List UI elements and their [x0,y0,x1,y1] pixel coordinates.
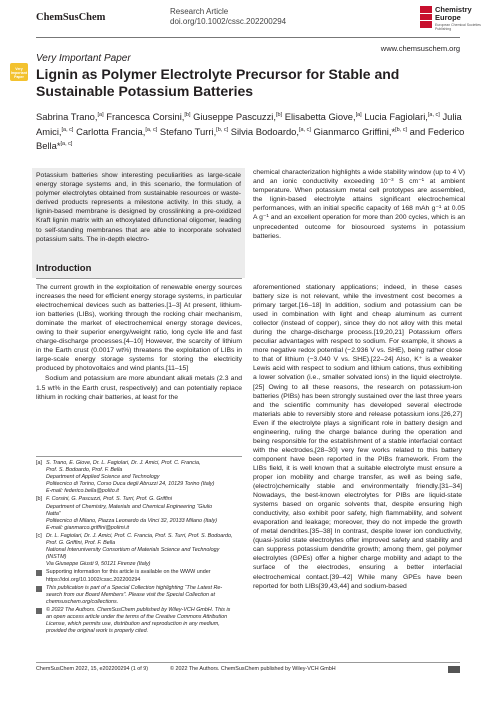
footnote-item [36,460,242,495]
introduction-heading: Introduction [36,263,92,274]
author-name: Lucia Fagiolari, [364,111,428,123]
section-label: Very Important Paper [36,53,131,64]
footnote-mark: [b] [36,496,42,503]
author-affiliation: [a] [355,112,362,118]
header-divider [36,37,460,38]
footer-divider [36,662,460,663]
footnote-line: (INSTM) [46,554,67,561]
info-icon [36,608,42,614]
footnote-line: Natta” [46,510,61,517]
author-name: Carlotta Francia, [76,125,146,137]
footnote-item [36,533,242,568]
author-name: Elisabetta Giove, [284,111,356,123]
author-affiliation: [b, c] [395,126,408,133]
info-icon [36,586,42,592]
author-affiliation: [b, c] [216,126,229,133]
author-affiliation: [b] [275,112,283,118]
footnote-line: chemsuschem.org/collections. [46,598,119,605]
footnote-line: Via Giuseppe Giusti 9, 50121 Firenze (Italy) [46,561,151,568]
author-name: and Federico Bella* [36,125,465,152]
abstract-right: chemical characterization highlights a wide stability window (up to 4 V) and an ionic conductivity exceeding 10⁻³ S cm⁻¹ at ambient temperature. When potassium metal cell prototypes are assembled, the lignin-based electrolyte attains significant electrochemical performances, with an initial specific capacity of 168 mAh g⁻¹ at 0.05 A g⁻¹ and an excellent operation for more than 200 cycles, which is an unprecedented outcome for biosourced systems in potassium batteries. [253,169,465,240]
footnote-line: License, which permits use, distribution and reproduction in any medium, [46,621,220,628]
article-meta [170,7,286,27]
wiley-logo [448,666,460,675]
footnote-line: Supporting information for this article is available on the WWW under [46,569,211,576]
footnotes-divider [36,456,242,457]
author-affiliation: [a] [97,112,104,118]
footnote-line: an open access article under the terms of the Creative Commons Attribution [46,613,228,620]
footer-copyright: © 2022 The Authors. ChemSusChem published by Wiley-VCH GmbH [170,666,336,672]
footnote-mark: [a] [36,460,42,466]
author-list [36,109,466,153]
logo-title-line-2: Europe [435,13,461,22]
author-affiliation: [a, c] [145,126,158,133]
footnotes [36,460,242,636]
abstract-left: Potassium batteries show interesting peculiarities as large-scale energy storage systems and, in this scenario, the formulation of polymer electrolytes obtained from sustainable resources or waste-derived products represents a milestone activity. In this study, a lignin-based membrane is designed by crosslinking a pre-oxidized Kraft lignin matrix with an ethoxylated difunctional oligomer, leading to self-standing membranes that are able to incorporate solvated potassium salts. The in-depth electro- [32,168,245,278]
footnote-line: © 2022 The Authors. ChemSusChem published by Wiley-VCH GmbH. This is [46,606,231,613]
author-affiliation: [a, c] [427,112,440,118]
page-header [0,0,496,38]
article-doi-link[interactable]: doi.org/10.1002/cssc.202200294 [170,17,287,26]
footnote-line: E-mail: gianmarco.griffini@polimi.it [46,524,130,531]
footnote-line: Prof. G. Griffini, Prof. F. Bella [46,540,116,547]
author-name: Gianmarco Griffini,* [313,125,396,137]
footnote-line: National Interuniversity Consortium of Materials Science and Technology [46,547,220,554]
chemistry-europe-logo [420,4,492,34]
footnote-mark: [c] [36,532,42,539]
article-type: Research Article [170,7,229,16]
author-affiliation: [a, c] [298,126,311,133]
footnote-item [36,607,242,635]
journal-website-link[interactable]: www.chemsuschem.org [380,44,460,53]
author-name: Sabrina Trano, [36,111,98,123]
paragraph: The current growth in the exploitation of renewable energy sources increases the need for efficient energy storage systems, in particular electrochemical devices such as batteries.[1–3] At present, lithium-ion batteries (LIBs), working through the rocking chair mechanism, dominate the market of electrochemical energy storage devices, owing to their superior energy/weight ratio, long cycle life and fast charge-discharge processes.[4–10] However, the scarcity of lithium in the Earth crust (0.0017 wt%) threatens the exploitation of LIBs in large-scale energy storage systems for storing the electricity produced by photovoltaics and wind plants.[11–15] [36,284,242,373]
logo-title [435,6,472,22]
author-name: Silvia Bodoardo, [230,125,299,137]
paragraph: Sodium and potassium are more abundant alkali metals (2.3 and 1.5 wt% in the Earth crust, respectively) and can potentially replace lithium in rocking chair batteries, at least for the [36,375,242,401]
body-column-right [253,283,462,591]
author-affiliation: [a, c] [60,141,73,148]
article-title: Lignin as Polymer Electrolyte Precursor for Stable and Sustainable Potassium Batteries [36,66,400,99]
info-icon [36,570,42,576]
author-name: Stefano Turri, [159,125,217,137]
body-column-left [36,283,242,402]
paragraph: aforementioned stationary applications; indeed, in these cases battery size is not relevant, while the investment cost becomes a primary target.[16–18] In addition, sodium and potassium can be used in combination with light and cheap aluminum as current collector (instead of copper), since they do not alloy with this metal during the charge-discharge process.[19,20,21] Potassium offers peculiar advantages with respect to sodium. For example, it shows a more negative redox potential (−2.936 V vs. SHE), being rather close to that of lithium (−3.040 V vs. SHE).[22–24] Also, K⁺ is a weaker Lewis acid with respect to sodium and lithium cations, thus exhibiting a lower solvation (i.e., smaller solvated ions) in the liquid electrolyte.[25] Owing to all these reasons, the research on potassium-ion batteries (PIBs) has been strongly sustained over the last three years and the scientific community has developed several electrode materials able to reversibly store and release potassium ions.[26,27] Even if the electrolyte plays a significant role in battery design and engineering, ruling the charge balance during the operation and being responsible for the establishment of a stable interfacial contact with the electrodes,[28–30] very few works related to this battery component have been reported in the PIBs framework. From the LIBs field, it is well known that a suitable electrolyte must ensure a proper ion mobility and charge transfer, as well as being safe, (electro)chemically stable and environmentally friendly.[31–34] Nowadays, the best-known electrolytes for PIBs are liquid-state systems based on organic solvents that, despite ensuring high conductivity, also exhibit poor safety, high flammability, and solvent evaporation and leakage; moreover, they do not impede the growth of metal dendrites.[35–38] In contrast, despite lower ion conductivity, (quasi-)solid state electrolytes offer improved safety and stability and can suppress potassium dendrite growth; among them, gel polymer electrolytes (GPEs) offer a higher charge mobility and adapt to the surface of the electrodes, ensuring a better interfacial electrochemical contact.[39–42] While many GPEs have been reported for both LIBs[39,43,44] and sodium-based [253,284,462,590]
footnote-item [36,569,242,583]
footnote-line: Department of Chemistry, Materials and Chemical Engineering “Giulio [46,503,213,510]
footnote-line: Prof. S. Bodoardo, Prof. F. Bella [46,467,123,474]
footnote-line: This publication is part of a Special Collection highlighting “The Latest Re- [46,584,223,591]
wiley-logo-icon [448,666,460,673]
author-name: Francesca Corsini, [106,111,185,123]
footnote-line: provided the original work is properly cited. [46,628,149,635]
footnote-line: Department of Applied Science and Technology [46,474,160,481]
footnote-line: search from our Board Members”. Please visit the Special Collection at [46,591,215,598]
footnote-line: https://doi.org/10.1002/cssc.202200294 [46,576,141,583]
footnote-line: Dr. L. Fagiolari, Dr. J. Amici, Prof. C. Francia, Prof. S. Turri, Prof. S. Bodoardo, [46,532,233,539]
footnote-item [36,496,242,531]
footnote-item [36,585,242,606]
author-affiliation: [a, c] [61,126,74,133]
author-affiliation: [b] [184,112,191,118]
logo-subtitle: European Chemical Societies Publishing [435,23,481,31]
vip-badge-icon: Very Important Paper [10,63,28,81]
chemistry-europe-logo-icon [420,6,432,28]
footnote-line: S. Trano, E. Giove, Dr. L. Fagiolari, Dr. J. Amici, Prof. C. Francia, [46,460,201,466]
author-name: Giuseppe Pascuzzi, [193,111,276,123]
journal-name: ChemSusChem [36,12,106,23]
author-name: Julia Amici, [36,111,462,137]
footer-citation: ChemSusChem 2022, 15, e202200294 (1 of 9) [36,666,149,672]
footnote-line: E-mail: federico.bella@polito.it [46,488,119,495]
footnote-line: Politecnico di Torino, Corso Duca degli Abruzzi 24, 10129 Torino (Italy) [46,481,215,488]
introduction-divider [36,278,242,279]
footnote-line: F. Corsini, G. Pascuzzi, Prof. S. Turri, Prof. G. Griffini [46,496,172,503]
footnote-line: Politecnico di Milano, Piazza Leonardo da Vinci 32, 20133 Milano (Italy) [46,517,218,524]
logo-title-line-1: Chemistry [435,5,472,14]
